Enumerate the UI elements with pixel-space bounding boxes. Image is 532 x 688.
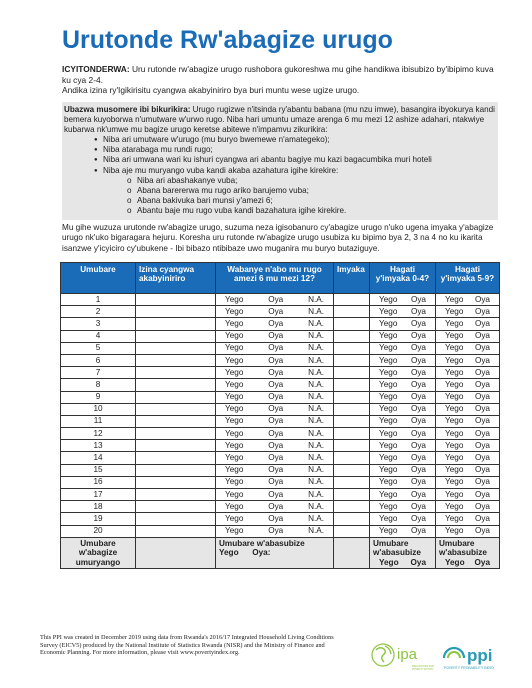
- age-cell[interactable]: [334, 501, 370, 513]
- lived-6-months-cell[interactable]: Yego Oya N.A.: [216, 330, 334, 342]
- age-cell[interactable]: [334, 440, 370, 452]
- name-cell[interactable]: [136, 428, 216, 440]
- age-0-4-cell[interactable]: Yego Oya: [370, 367, 436, 379]
- lived-6-months-cell[interactable]: Yego Oya N.A.: [216, 476, 334, 488]
- table-row: [61, 367, 500, 379]
- name-cell[interactable]: [136, 525, 216, 537]
- lived-6-months-cell[interactable]: Yego Oya N.A.: [216, 452, 334, 464]
- table-row: [61, 354, 500, 366]
- col-header-age-0-4: Hagati y'imyaka 0-4?: [370, 263, 436, 294]
- table-row: [61, 403, 500, 415]
- age-cell[interactable]: [334, 403, 370, 415]
- table-row: [61, 306, 500, 318]
- age-0-4-cell[interactable]: Yego Oya: [370, 306, 436, 318]
- age-cell[interactable]: [334, 367, 370, 379]
- age-5-9-cell[interactable]: Yego Oya: [436, 415, 500, 427]
- lived-6-months-cell[interactable]: Yego Oya N.A.: [216, 342, 334, 354]
- lived-6-months-cell[interactable]: Yego Oya N.A.: [216, 440, 334, 452]
- row-number: 14: [61, 452, 136, 464]
- intro-text-2: Andika izina ry'Igikirisitu cyangwa akabyiniriro bya buri muntu wese ugize urugo.: [62, 85, 360, 96]
- sub-bullet-item: o Niba ari abashakanye vuba;: [127, 176, 498, 186]
- age-cell[interactable]: [334, 452, 370, 464]
- age-cell[interactable]: [334, 330, 370, 342]
- table-row: [61, 525, 500, 537]
- col-header-number: Umubare: [61, 263, 136, 294]
- age-0-4-cell[interactable]: Yego Oya: [370, 525, 436, 537]
- age-cell[interactable]: [334, 391, 370, 403]
- name-cell[interactable]: [136, 489, 216, 501]
- bullet-item: ● Niba atarabaga mu rundi rugo;: [94, 145, 498, 155]
- age-0-4-cell[interactable]: Yego Oya: [370, 391, 436, 403]
- col-header-age-5-9: Hagati y'imyaka 5-9?: [436, 263, 500, 294]
- age-5-9-cell[interactable]: Yego Oya: [436, 391, 500, 403]
- name-cell[interactable]: [136, 294, 216, 306]
- lived-6-months-cell[interactable]: Yego Oya N.A.: [216, 403, 334, 415]
- age-cell[interactable]: [334, 464, 370, 476]
- age-5-9-cell[interactable]: Yego Oya: [436, 513, 500, 525]
- bullet-item: ● Niba aje mu muryango vuba kandi akaba azahatura igihe kirekire: o Niba ari abashakanye vuba; o Abana barererwa mu rugo ariko barujemo vuba; o Abana bakivuka bari munsi y'amezi 6; o Abantu baje mu rugo vuba kandi bazahatura igihe kirekire.: [94, 166, 498, 216]
- sub-bullet-item: o Abana bakivuka bari munsi y'amezi 6;: [127, 196, 498, 206]
- age-5-9-cell[interactable]: Yego Oya: [436, 501, 500, 513]
- total-age-5-9-cell: Umubare w'abasubize Yego Oya: [436, 537, 500, 568]
- row-number: 19: [61, 513, 136, 525]
- ppi-logo: [440, 640, 520, 672]
- age-0-4-cell[interactable]: Yego Oya: [370, 476, 436, 488]
- table-row: [61, 342, 500, 354]
- page-title: Urutonde Rw'abagize urugo: [62, 26, 393, 54]
- household-roster-table: [60, 262, 500, 569]
- table-row: [61, 489, 500, 501]
- row-number: 13: [61, 440, 136, 452]
- name-cell[interactable]: [136, 330, 216, 342]
- age-5-9-cell[interactable]: Yego Oya: [436, 367, 500, 379]
- age-0-4-cell[interactable]: Yego Oya: [370, 464, 436, 476]
- row-number: 10: [61, 403, 136, 415]
- age-cell[interactable]: [334, 525, 370, 537]
- age-5-9-cell[interactable]: Yego Oya: [436, 294, 500, 306]
- table-row: [61, 391, 500, 403]
- name-cell[interactable]: [136, 403, 216, 415]
- ipa-subtitle: INNOVATIONS FOR: [412, 665, 434, 668]
- age-0-4-cell[interactable]: Yego Oya: [370, 501, 436, 513]
- name-cell[interactable]: [136, 391, 216, 403]
- definition-box: [62, 102, 498, 220]
- lived-6-months-cell[interactable]: Yego Oya N.A.: [216, 354, 334, 366]
- name-cell[interactable]: [136, 415, 216, 427]
- age-5-9-cell[interactable]: Yego Oya: [436, 476, 500, 488]
- age-cell[interactable]: [334, 318, 370, 330]
- total-age-0-4-cell: Umubare w'abasubize Yego Oya: [370, 537, 436, 568]
- lived-6-months-cell[interactable]: Yego Oya N.A.: [216, 489, 334, 501]
- age-5-9-cell[interactable]: Yego Oya: [436, 306, 500, 318]
- table-row: [61, 415, 500, 427]
- row-number: 7: [61, 367, 136, 379]
- age-cell[interactable]: [334, 415, 370, 427]
- table-row: [61, 379, 500, 391]
- lived-6-months-cell[interactable]: Yego Oya N.A.: [216, 367, 334, 379]
- row-number: 2: [61, 306, 136, 318]
- intro-label: ICYITONDERWA:: [62, 64, 130, 74]
- age-cell[interactable]: [334, 379, 370, 391]
- table-row: [61, 440, 500, 452]
- name-cell[interactable]: [136, 440, 216, 452]
- lived-6-months-cell[interactable]: Yego Oya N.A.: [216, 294, 334, 306]
- age-5-9-cell[interactable]: Yego Oya: [436, 464, 500, 476]
- name-cell[interactable]: [136, 367, 216, 379]
- instructions: Mu gihe wuzuza urutonde rw'abagize urugo, suzuma neza igisobanuro cy'abagize urugo n'uko ugena imyaka y'abagize urugo nk'uko bigaragara hejuru. Koresha uru rutonde rw'abagize urugo usubiza ku bipimo bya 2, 3 na 4 no ku ikarita isanzwe y'icyiciro cy'ubukene - Ibi bibazo ntibibaze uwo muganira mu buryo butaziguye.: [62, 223, 494, 253]
- table-row: [61, 330, 500, 342]
- table-header-row: [61, 263, 500, 294]
- age-cell[interactable]: [334, 428, 370, 440]
- age-0-4-cell[interactable]: Yego Oya: [370, 342, 436, 354]
- age-cell[interactable]: [334, 489, 370, 501]
- row-number: 11: [61, 415, 136, 427]
- age-5-9-cell[interactable]: Yego Oya: [436, 440, 500, 452]
- col-header-name: Izina cyangwa akabyiniriro: [136, 263, 216, 294]
- bullet-item: ● Niba ari umwana wari ku ishuri cyangwa ari abantu bagiye mu kazi bagacumbika muri hoteli: [94, 155, 498, 165]
- age-5-9-cell[interactable]: Yego Oya: [436, 318, 500, 330]
- ipa-logo: [370, 640, 434, 672]
- age-0-4-cell[interactable]: Yego Oya: [370, 379, 436, 391]
- age-5-9-cell[interactable]: Yego Oya: [436, 330, 500, 342]
- row-number: 3: [61, 318, 136, 330]
- age-5-9-cell[interactable]: Yego Oya: [436, 525, 500, 537]
- table-row: [61, 294, 500, 306]
- lived-6-months-cell[interactable]: Yego Oya N.A.: [216, 464, 334, 476]
- ipa-wordmark: ipa: [397, 646, 418, 663]
- col-header-lived-6-months: Wabanye n'abo mu rugo amezi 6 mu mezi 12?: [216, 263, 334, 294]
- lived-6-months-cell[interactable]: Yego Oya N.A.: [216, 525, 334, 537]
- total-label: Umubare w'abagize umuryango: [61, 537, 136, 568]
- age-5-9-cell[interactable]: Yego Oya: [436, 354, 500, 366]
- sub-bullet-item: o Abantu baje mu rugo vuba kandi bazahatura igihe kirekire.: [127, 206, 498, 216]
- age-0-4-cell[interactable]: Yego Oya: [370, 354, 436, 366]
- lived-6-months-cell[interactable]: Yego Oya N.A.: [216, 379, 334, 391]
- row-number: 16: [61, 476, 136, 488]
- age-0-4-cell[interactable]: Yego Oya: [370, 452, 436, 464]
- age-0-4-cell[interactable]: Yego Oya: [370, 415, 436, 427]
- age-5-9-cell[interactable]: Yego Oya: [436, 489, 500, 501]
- row-number: 17: [61, 489, 136, 501]
- col-header-age: Imyaka: [334, 263, 370, 294]
- age-0-4-cell[interactable]: Yego Oya: [370, 330, 436, 342]
- age-0-4-cell[interactable]: Yego Oya: [370, 428, 436, 440]
- lived-6-months-cell[interactable]: Yego Oya N.A.: [216, 513, 334, 525]
- row-number: 20: [61, 525, 136, 537]
- box-label: Ubazwa musomere ibi bikurikira:: [64, 105, 191, 114]
- age-5-9-cell[interactable]: Yego Oya: [436, 379, 500, 391]
- name-cell[interactable]: [136, 306, 216, 318]
- age-0-4-cell[interactable]: Yego Oya: [370, 318, 436, 330]
- age-5-9-cell[interactable]: Yego Oya: [436, 452, 500, 464]
- age-5-9-cell[interactable]: Yego Oya: [436, 403, 500, 415]
- age-0-4-cell[interactable]: Yego Oya: [370, 513, 436, 525]
- row-number: 5: [61, 342, 136, 354]
- row-number: 9: [61, 391, 136, 403]
- table-row: [61, 501, 500, 513]
- age-cell[interactable]: [334, 476, 370, 488]
- age-0-4-cell[interactable]: Yego Oya: [370, 440, 436, 452]
- table-row: [61, 476, 500, 488]
- bullet-item: ● Niba ari umutware w'urugo (mu buryo bwemewe n'amategeko);: [94, 135, 498, 145]
- total-age-cell: [334, 537, 370, 568]
- name-cell[interactable]: [136, 342, 216, 354]
- sub-bullet-item: o Abana barererwa mu rugo ariko barujemo vuba;: [127, 186, 498, 196]
- box-text: Urugo rugizwe n'itsinda ry'abantu babana (mu nzu imwe), basangira ibyokurya kandi bemera kuyoborwa n'umutware w'urwo rugo. Niba hari umuntu umaze arenga 6 mu mezi 12 ashize adahari, ntakwiye kubarwa nk'umwe mu bagize urugo keretse abitewe n'impamvu zikurikira:: [64, 105, 495, 135]
- name-cell[interactable]: [136, 452, 216, 464]
- svg-text:POVERTY ACTION: POVERTY ACTION: [412, 668, 433, 671]
- lived-6-months-cell[interactable]: Yego Oya N.A.: [216, 428, 334, 440]
- age-0-4-cell[interactable]: Yego Oya: [370, 489, 436, 501]
- name-cell[interactable]: [136, 476, 216, 488]
- age-5-9-cell[interactable]: Yego Oya: [436, 428, 500, 440]
- age-0-4-cell[interactable]: Yego Oya: [370, 294, 436, 306]
- table-row: [61, 428, 500, 440]
- row-number: 8: [61, 379, 136, 391]
- age-5-9-cell[interactable]: Yego Oya: [436, 342, 500, 354]
- name-cell[interactable]: [136, 354, 216, 366]
- lived-6-months-cell[interactable]: Yego Oya N.A.: [216, 318, 334, 330]
- total-row: [61, 537, 500, 568]
- name-cell[interactable]: [136, 379, 216, 391]
- age-cell[interactable]: [334, 306, 370, 318]
- age-cell[interactable]: [334, 294, 370, 306]
- footer-note: This PPI was created in December 2019 using data from Rwanda's 2016/17 Integrated Household Living Conditions Survey (EICV5) produced by the National Institute of Statistics Rwanda (NISR) and the Ministry of Finance and Economic Planning. For more information, please visit www.povertyindex.org.: [40, 634, 334, 657]
- row-number: 6: [61, 354, 136, 366]
- ppi-subtitle: POVERTY PROBABILITY INDEX: [444, 666, 495, 670]
- name-cell[interactable]: [136, 464, 216, 476]
- name-cell[interactable]: [136, 501, 216, 513]
- row-number: 12: [61, 428, 136, 440]
- name-cell[interactable]: [136, 318, 216, 330]
- total-lived-cell: Umubare w'abasubize Yego Oya:: [216, 537, 334, 568]
- intro-note: [62, 64, 498, 96]
- age-cell[interactable]: [334, 354, 370, 366]
- lived-6-months-cell[interactable]: Yego Oya N.A.: [216, 306, 334, 318]
- row-number: 1: [61, 294, 136, 306]
- table-row: [61, 318, 500, 330]
- ppi-wordmark: ppi: [467, 646, 493, 665]
- total-name-cell: [136, 537, 216, 568]
- lived-6-months-cell[interactable]: Yego Oya N.A.: [216, 501, 334, 513]
- lived-6-months-cell[interactable]: Yego Oya N.A.: [216, 415, 334, 427]
- table-row: [61, 452, 500, 464]
- age-cell[interactable]: [334, 342, 370, 354]
- age-0-4-cell[interactable]: Yego Oya: [370, 403, 436, 415]
- row-number: 4: [61, 330, 136, 342]
- row-number: 18: [61, 501, 136, 513]
- table-row: [61, 513, 500, 525]
- name-cell[interactable]: [136, 513, 216, 525]
- intro-text-1: Uru rutonde rw'abagize urugo rushobora gukoreshwa mu gihe handikwa ibisubizo by'ibipimo kuva ku cya 2-4.: [62, 64, 494, 85]
- row-number: 15: [61, 464, 136, 476]
- table-row: [61, 464, 500, 476]
- age-cell[interactable]: [334, 513, 370, 525]
- lived-6-months-cell[interactable]: Yego Oya N.A.: [216, 391, 334, 403]
